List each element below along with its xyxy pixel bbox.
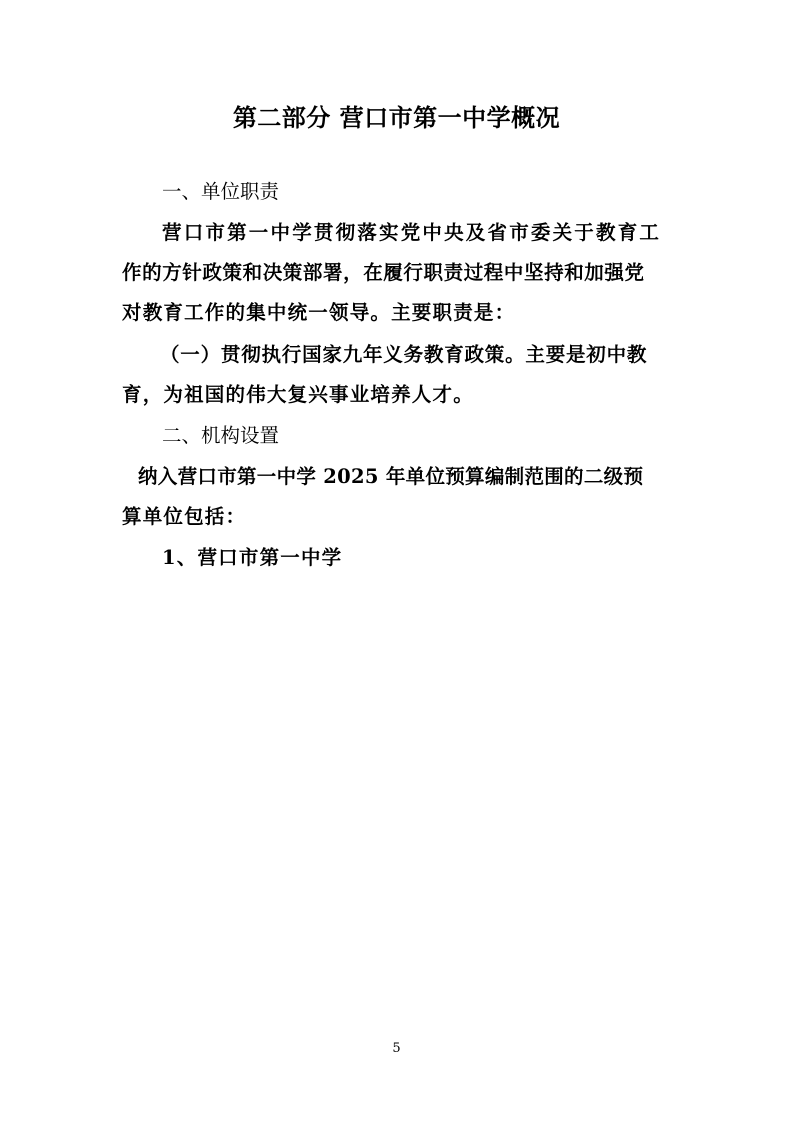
section-heading-responsibilities: 一、单位职责	[162, 180, 280, 203]
paragraph-line: 算单位包括：	[122, 505, 247, 528]
paragraph-line: （一）贯彻执行国家九年义务教育政策。主要是初中教	[160, 343, 648, 366]
page-number: 5	[392, 1041, 401, 1056]
section-heading-organization: 二、机构设置	[162, 424, 280, 447]
paragraph-line: 对教育工作的集中统一领导。主要职责是：	[122, 301, 516, 324]
paragraph-line: 作的方针政策和决策部署，在履行职责过程中坚持和加强党	[122, 261, 645, 284]
list-item: 1、营口市第一中学	[162, 546, 343, 569]
page-title: 第二部分 营口市第一中学概况	[232, 103, 561, 132]
paragraph-line: 营口市第一中学贯彻落实党中央及省市委关于教育工	[162, 221, 662, 244]
paragraph-line: 纳入营口市第一中学 2025 年单位预算编制范围的二级预	[138, 465, 644, 488]
paragraph-line: 育，为祖国的伟大复兴事业培养人才。	[122, 383, 474, 406]
